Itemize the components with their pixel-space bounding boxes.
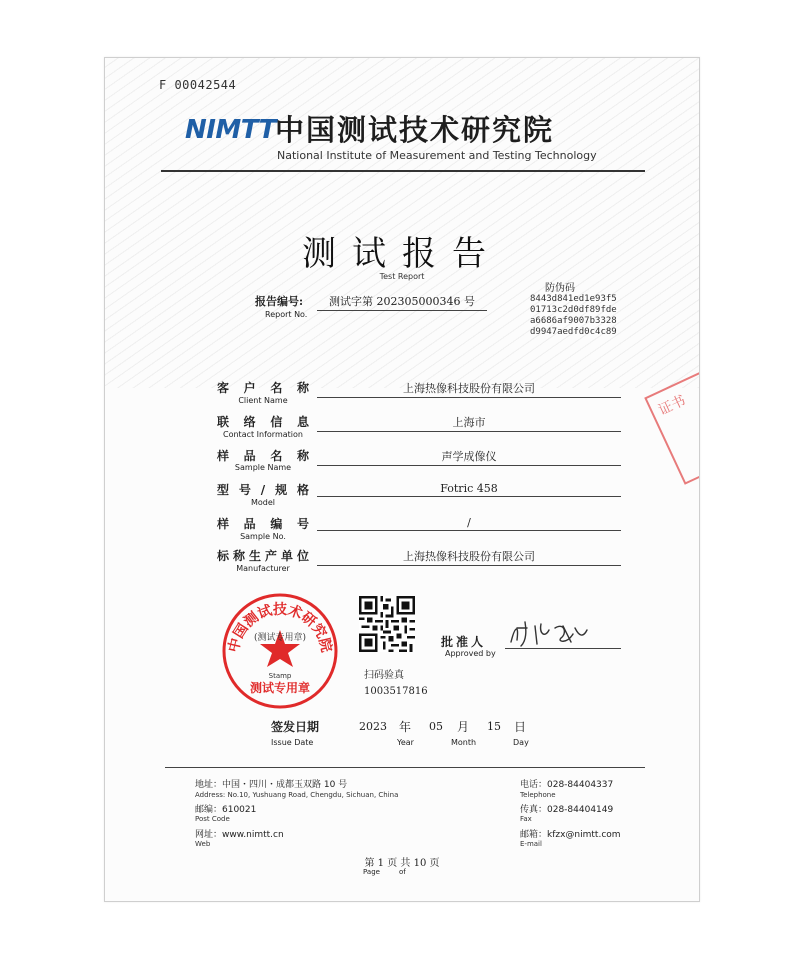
certificate-stamp-partial: 证书 — [644, 357, 700, 485]
contact-info-label-en: Contact Information — [223, 430, 303, 439]
report-no-label: 报告编号: — [255, 295, 304, 308]
client-name-label-en: Client Name — [238, 396, 288, 405]
footer-email[interactable]: 邮箱：kfzx@nimtt.com — [520, 830, 621, 840]
approver-signature — [505, 616, 615, 650]
issue-date-label-en: Issue Date — [271, 738, 314, 747]
footer-telephone: 电话：028-84404337 — [520, 780, 614, 790]
manufacturer-value: 上海热像科技股份有限公司 — [317, 548, 621, 566]
report-title-en: Test Report — [379, 272, 425, 281]
manufacturer-label: 标称生产单位 — [217, 549, 309, 563]
anti-counterfeit-code — [530, 294, 617, 338]
approver-underline — [505, 648, 621, 649]
sample-name-value: 声学成像仪 — [317, 448, 621, 466]
footer-address: 地址：中国・四川・成都玉双路 10 号 — [195, 780, 348, 790]
anti-code-line: 8443d841ed1e93f5 — [530, 294, 617, 304]
report-no-value: 测试字第 202305000346 号 — [317, 293, 487, 311]
serial-number: F 00042544 — [159, 78, 237, 92]
stamp-bottom-text: 测试专用章 — [249, 681, 311, 695]
institute-name-en: National Institute of Measurement and Testing Technology — [277, 149, 597, 162]
issue-day: 15 — [487, 720, 501, 733]
footer-website-en: Web — [195, 840, 211, 848]
sample-name-label: 样品名称 — [217, 449, 309, 463]
client-name-value: 上海热像科技股份有限公司 — [317, 380, 621, 398]
anti-code-line: a6686af9007b3328 — [530, 316, 617, 326]
approver-label: 批准人 — [441, 635, 487, 649]
qr-code[interactable] — [359, 596, 415, 652]
footer-postcode: 邮编：610021 — [195, 805, 257, 815]
approver-label-en: Approved by — [445, 649, 496, 658]
report-page — [104, 57, 700, 902]
sample-no-label: 样品编号 — [217, 517, 309, 531]
sample-no-label-en: Sample No. — [240, 532, 286, 541]
client-name-label: 客户名称 — [217, 381, 309, 395]
issue-year-unit: 年 — [399, 720, 412, 734]
header-divider — [161, 170, 645, 172]
model-value: Fotric 458 — [317, 482, 621, 497]
stamp-center-en: Stamp — [268, 672, 292, 680]
issue-day-en: Day — [513, 738, 529, 747]
scan-verify-label: 扫码验真 — [364, 670, 404, 681]
issue-month-en: Month — [451, 738, 477, 747]
page-indicator: 第 1 页 共 10 页 — [364, 858, 440, 869]
footer-postcode-en: Post Code — [195, 815, 230, 823]
verify-code: 1003517816 — [364, 686, 428, 697]
footer-website[interactable]: 网址：www.nimtt.cn — [195, 830, 284, 840]
page-of-en: of — [399, 868, 406, 876]
contact-info-label: 联络信息 — [217, 415, 309, 429]
issue-day-unit: 日 — [514, 720, 527, 734]
sample-no-value: / — [317, 516, 621, 531]
contact-info-value: 上海市 — [317, 414, 621, 432]
institute-name-cn: 中国测试技术研究院 — [275, 113, 555, 147]
footer-email-en: E-mail — [520, 840, 542, 848]
stamp-ring-textpath: 中国测试技术研究院 — [225, 602, 335, 654]
official-stamp — [221, 592, 339, 710]
issue-month-unit: 月 — [457, 720, 470, 734]
anti-code-line: d9947aedfd0c4c89 — [530, 327, 617, 337]
report-no-label-en: Report No. — [265, 310, 308, 319]
model-label-en: Model — [250, 498, 276, 507]
anti-code-line: 01713c2d0df89fde — [530, 305, 617, 315]
footer-telephone-en: Telephone — [520, 791, 556, 799]
issue-year-en: Year — [397, 738, 414, 747]
footer-fax: 传真：028-84404149 — [520, 805, 614, 815]
report-title-cn: 测试报告 — [302, 234, 502, 274]
issue-date-label: 签发日期 — [271, 720, 320, 734]
stamp-center-cn: (测试专用章) — [253, 633, 307, 643]
anti-counterfeit-label: 防伪码 — [545, 283, 575, 294]
nimtt-logo: NIMTT — [185, 115, 276, 145]
issue-year: 2023 — [359, 720, 387, 733]
manufacturer-label-en: Manufacturer — [236, 564, 290, 573]
sample-name-label-en: Sample Name — [234, 463, 292, 472]
footer-address-en: Address: No.10, Yushuang Road, Chengdu, Sichuan, China — [195, 791, 399, 799]
model-label: 型号/规格 — [217, 483, 309, 497]
footer-fax-en: Fax — [520, 815, 532, 823]
issue-month: 05 — [429, 720, 443, 733]
footer-divider — [165, 767, 645, 768]
page-label-en: Page — [363, 868, 380, 876]
